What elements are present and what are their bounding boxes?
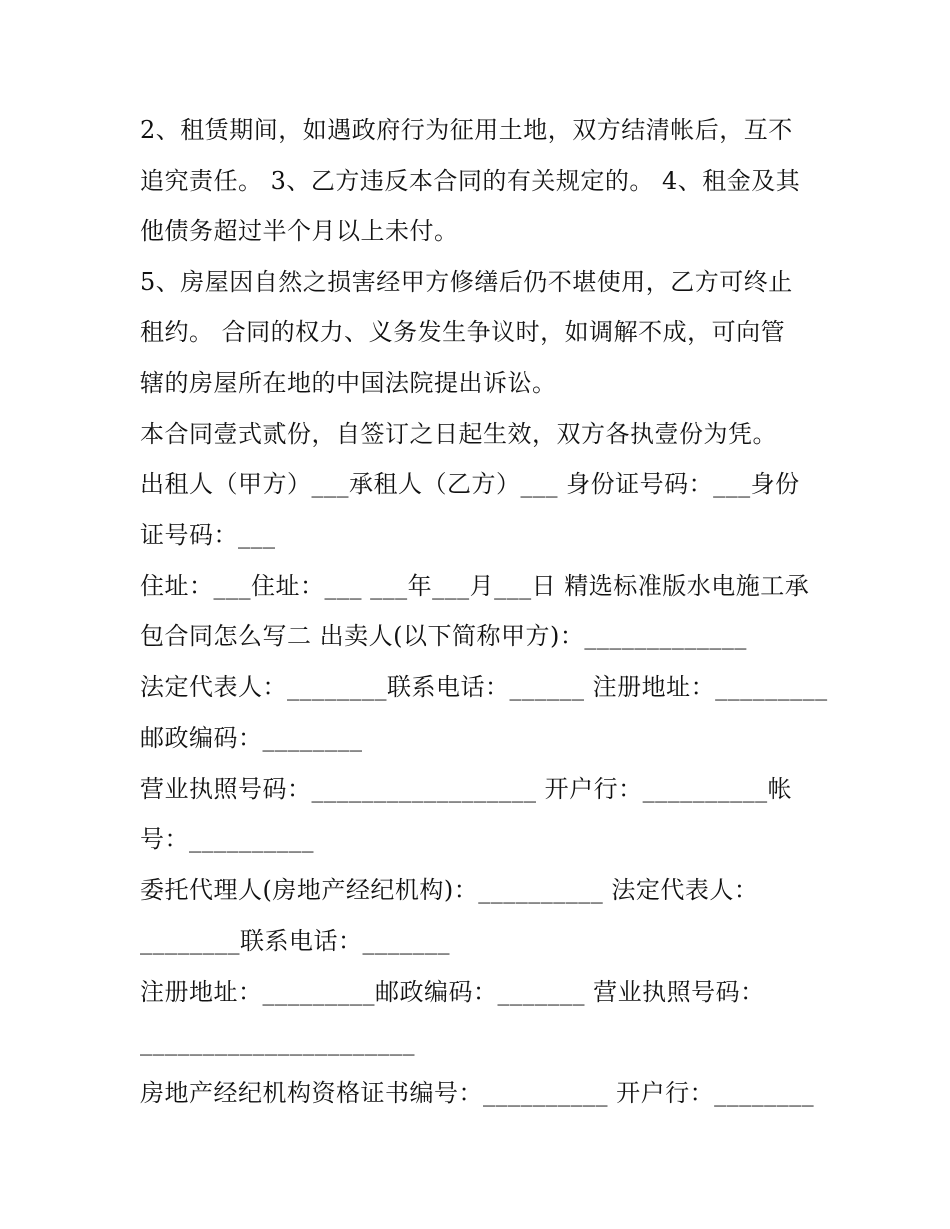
text-line: 委托代理人(房地产经纪机构)：__________ 法定代表人：: [140, 876, 759, 904]
text-line: 本合同壹式贰份，自签订之日起生效，双方各执壹份为凭。: [140, 420, 777, 448]
text-line: 2、租赁期间，如遇政府行为征用土地，双方结清帐后，互不: [140, 116, 793, 144]
text-line: 出租人（甲方）___承租人（乙方）___ 身份证号码：___身份: [140, 470, 800, 498]
text-line: ________联系电话：_______: [140, 927, 450, 955]
text-line: 包合同怎么写二 出卖人(以下简称甲方)：_____________: [140, 622, 747, 650]
text-line: 房地产经纪机构资格证书编号：__________ 开户行：________: [140, 1079, 815, 1107]
text-line: 注册地址：_________邮政编码：_______ 营业执照号码：: [140, 978, 765, 1006]
text-line: 5、房屋因自然之损害经甲方修缮后仍不堪使用，乙方可终止: [140, 268, 793, 296]
text-line: 营业执照号码：__________________ 开户行：__________帐: [140, 775, 793, 803]
text-line: 邮政编码：________: [140, 724, 363, 752]
text-line: 法定代表人：________联系电话：______ 注册地址：_________: [140, 673, 828, 701]
text-line: 证号码：___: [140, 521, 276, 549]
text-line: 住址：___住址：___ ___年___月___日 精选标准版水电施工承: [140, 572, 810, 600]
text-line: 租约。 合同的权力、义务发生争议时，如调解不成，可向管: [140, 318, 786, 346]
text-line: ______________________: [140, 1028, 415, 1056]
text-line: 辖的房屋所在地的中国法院提出诉讼。: [140, 369, 557, 397]
text-line: 号：__________: [140, 825, 314, 853]
text-line: 追究责任。 3、乙方违反本合同的有关规定的。 4、租金及其: [140, 167, 801, 195]
text-line: 他债务超过半个月以上未付。: [140, 217, 459, 245]
